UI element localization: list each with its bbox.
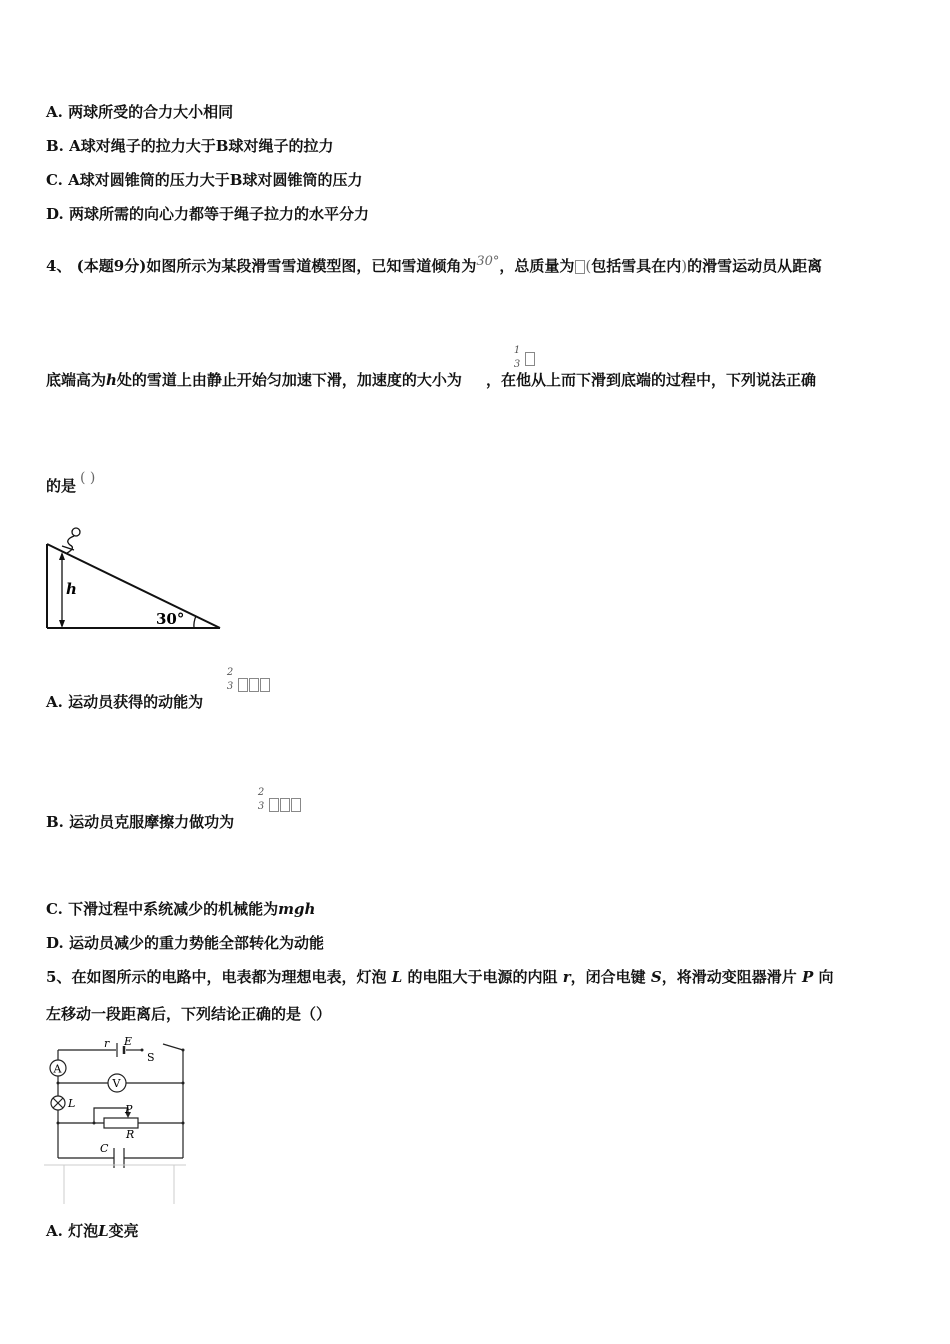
accel-placeholder-box	[525, 352, 535, 366]
angle-image: 30°	[476, 254, 500, 269]
answer-paren: ( )	[80, 470, 96, 486]
q4-stem-line-1: 4、 (本题9分)如图所示为某段滑雪雪道模型图，已知雪道倾角为30°，总质量为 (包括雪具在内)的滑雪运动员从距离	[46, 254, 823, 275]
emf-label: E	[124, 1035, 133, 1048]
option-a-fraction: 2 3	[226, 667, 234, 692]
lamp-icon	[51, 1096, 65, 1110]
angle-arc	[194, 616, 196, 628]
q4-stem-line-3: 的是	[46, 477, 77, 495]
battery-symbol	[117, 1043, 124, 1057]
rheostat-label: R	[126, 1128, 135, 1141]
accel-fraction: 1 3	[513, 345, 521, 370]
q3-option-a: A. 两球所受的合力大小相同	[46, 103, 234, 121]
q4-option-d: D. 运动员减少的重力势能全部转化为动能	[46, 934, 324, 952]
q4-stem-line-2: 底端高为h处的雪道上由静止开始匀加速下滑，加速度的大小为 ，在他从上而下滑到底端的过程中，下列说法正确	[46, 371, 816, 389]
circuit-figure	[40, 1034, 190, 1206]
q3-option-b: B. A球对绳子的拉力大于B球对绳子的拉力	[46, 137, 334, 155]
figure-border-lines	[44, 1165, 186, 1204]
height-label: h	[66, 580, 77, 598]
capacitor-label: C	[100, 1142, 109, 1155]
q5-stem-line-1: 5、在如图所示的电路中，电表都为理想电表，灯泡 L 的电阻大于电源的内阻 r，闭合电键 S，将滑动变阻器滑片 P 向	[46, 968, 834, 986]
angle-label: 30°	[156, 610, 185, 628]
q4-option-c: C. 下滑过程中系统减少的机械能为mgh	[46, 900, 316, 918]
option-b-fraction: 2 3	[257, 787, 265, 812]
internal-resistance-label: r	[104, 1037, 110, 1050]
option-b-placeholder-boxes	[268, 794, 301, 813]
q4-option-b: B. 运动员克服摩擦力做功为	[46, 813, 235, 831]
height-arrow-down	[59, 620, 65, 628]
switch-contact	[141, 1049, 144, 1052]
voltmeter-label: V	[112, 1077, 121, 1090]
slider-label: P	[125, 1103, 133, 1116]
ammeter-label: A	[53, 1062, 62, 1076]
lamp-label: L	[68, 1097, 76, 1110]
option-a-placeholder-boxes	[237, 674, 270, 693]
slope-figure	[40, 522, 230, 634]
q5-stem-line-2: 左移动一段距离后，下列结论正确的是（）	[46, 1005, 332, 1023]
q5-option-a: A. 灯泡L变亮	[46, 1222, 139, 1240]
switch-label: S	[147, 1051, 155, 1064]
q3-option-c: C. A球对圆锥筒的压力大于B球对圆锥筒的压力	[46, 171, 363, 189]
skier-icon	[62, 528, 80, 553]
mass-placeholder-box	[575, 260, 585, 274]
q3-option-d: D. 两球所需的向心力都等于绳子拉力的水平分力	[46, 205, 369, 223]
q4-option-a: A. 运动员获得的动能为	[46, 693, 204, 711]
